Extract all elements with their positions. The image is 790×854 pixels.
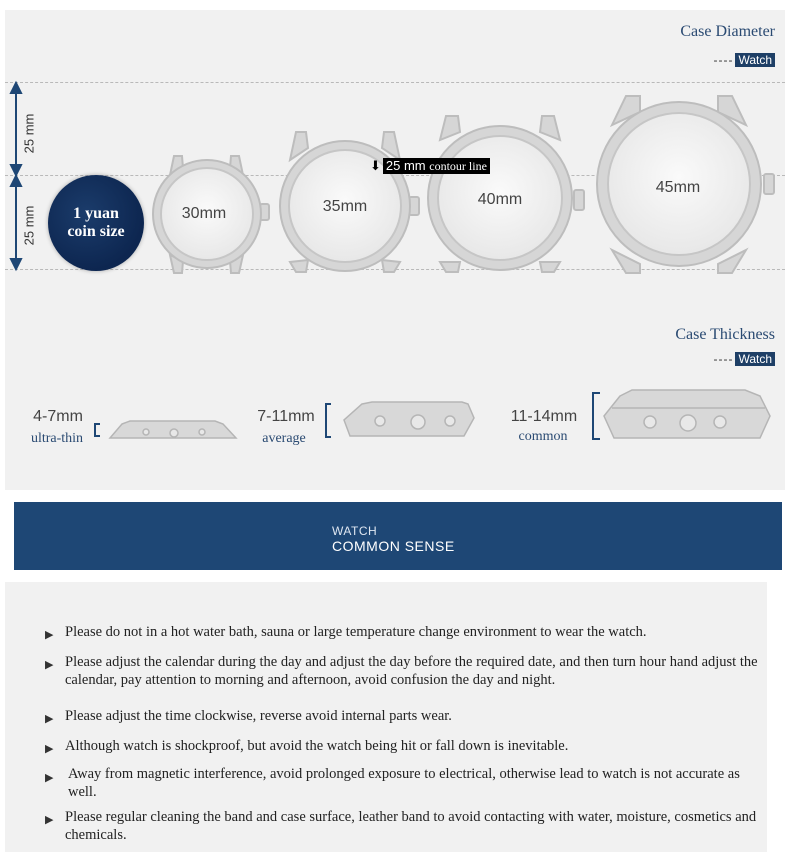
case-diameter-title: Case Diameter bbox=[680, 23, 775, 40]
bullet-icon: ▶ bbox=[45, 712, 54, 725]
banner-line-2: COMMON SENSE bbox=[332, 538, 455, 554]
bullet-icon: ▶ bbox=[45, 813, 54, 826]
size-label-45mm: 45mm bbox=[655, 179, 701, 196]
tip-item bbox=[45, 623, 765, 643]
tip-item bbox=[45, 808, 765, 846]
tag-dashes: ---- bbox=[713, 53, 734, 67]
average-case-icon bbox=[344, 402, 474, 436]
scale-label-lower: 25 mm bbox=[21, 205, 37, 246]
thickness-desc-average: average bbox=[262, 431, 306, 446]
down-arrow-icon: ⬇ bbox=[370, 158, 381, 174]
watch-common-sense-banner bbox=[14, 502, 782, 570]
tip-text: Although watch is shockproof, but avoid the watch being hit or fall down is inevitable. bbox=[65, 738, 569, 754]
thickness-range-ultra-thin: 4-7mm bbox=[33, 408, 83, 425]
tip-text: Please do not in a hot water bath, sauna or large temperature change environment to wear the watch. bbox=[65, 624, 647, 640]
watch-tag: Watch bbox=[735, 53, 775, 67]
tip-item bbox=[45, 707, 765, 727]
contour-value: 25 mm bbox=[385, 158, 426, 173]
size-label-35mm: 35mm bbox=[322, 198, 368, 215]
banner-line-1: WATCH bbox=[332, 524, 378, 538]
thickness-range-common: 11-14mm bbox=[510, 408, 578, 425]
tip-item bbox=[45, 653, 765, 691]
coin-line-2: coin size bbox=[67, 223, 125, 240]
thickness-desc-common: common bbox=[518, 429, 568, 444]
case-thickness-title: Case Thickness bbox=[675, 326, 775, 343]
contour-text: contour line bbox=[429, 159, 487, 173]
tip-text: Please regular cleaning the band and case surface, leather band to avoid contacting with water, moisture, cosmetics and chemicals. bbox=[65, 809, 757, 843]
tip-text: Please adjust the calendar during the day and adjust the day before the required date, and then turn hour hand adjust the calendar, pay attention to morning and afternoon, avoid confusion the day and night. bbox=[65, 654, 758, 688]
watch-tag: Watch bbox=[735, 352, 775, 366]
tip-item bbox=[45, 737, 765, 757]
bullet-icon: ▶ bbox=[45, 658, 54, 671]
coin-line-1: 1 yuan bbox=[73, 205, 119, 222]
size-label-40mm: 40mm bbox=[477, 191, 523, 208]
size-label-30mm: 30mm bbox=[181, 205, 227, 222]
tip-text: Please adjust the time clockwise, reverse avoid internal parts wear. bbox=[65, 708, 452, 724]
common-case-icon bbox=[604, 390, 770, 438]
scale-label-upper: 25 mm bbox=[21, 113, 37, 154]
tip-text: Away from magnetic interference, avoid prolonged exposure to electrical, otherwise lead to watch is not accurate as well. bbox=[68, 766, 740, 800]
thickness-desc-ultra-thin: ultra-thin bbox=[30, 431, 84, 446]
ultra-thin-case-icon bbox=[110, 421, 236, 438]
bullet-icon: ▶ bbox=[45, 771, 54, 784]
tag-dashes: ---- bbox=[713, 352, 734, 366]
bullet-icon: ▶ bbox=[45, 628, 54, 641]
tip-item bbox=[45, 765, 765, 803]
thickness-range-average: 7-11mm bbox=[257, 408, 315, 425]
bullet-icon: ▶ bbox=[45, 742, 54, 755]
